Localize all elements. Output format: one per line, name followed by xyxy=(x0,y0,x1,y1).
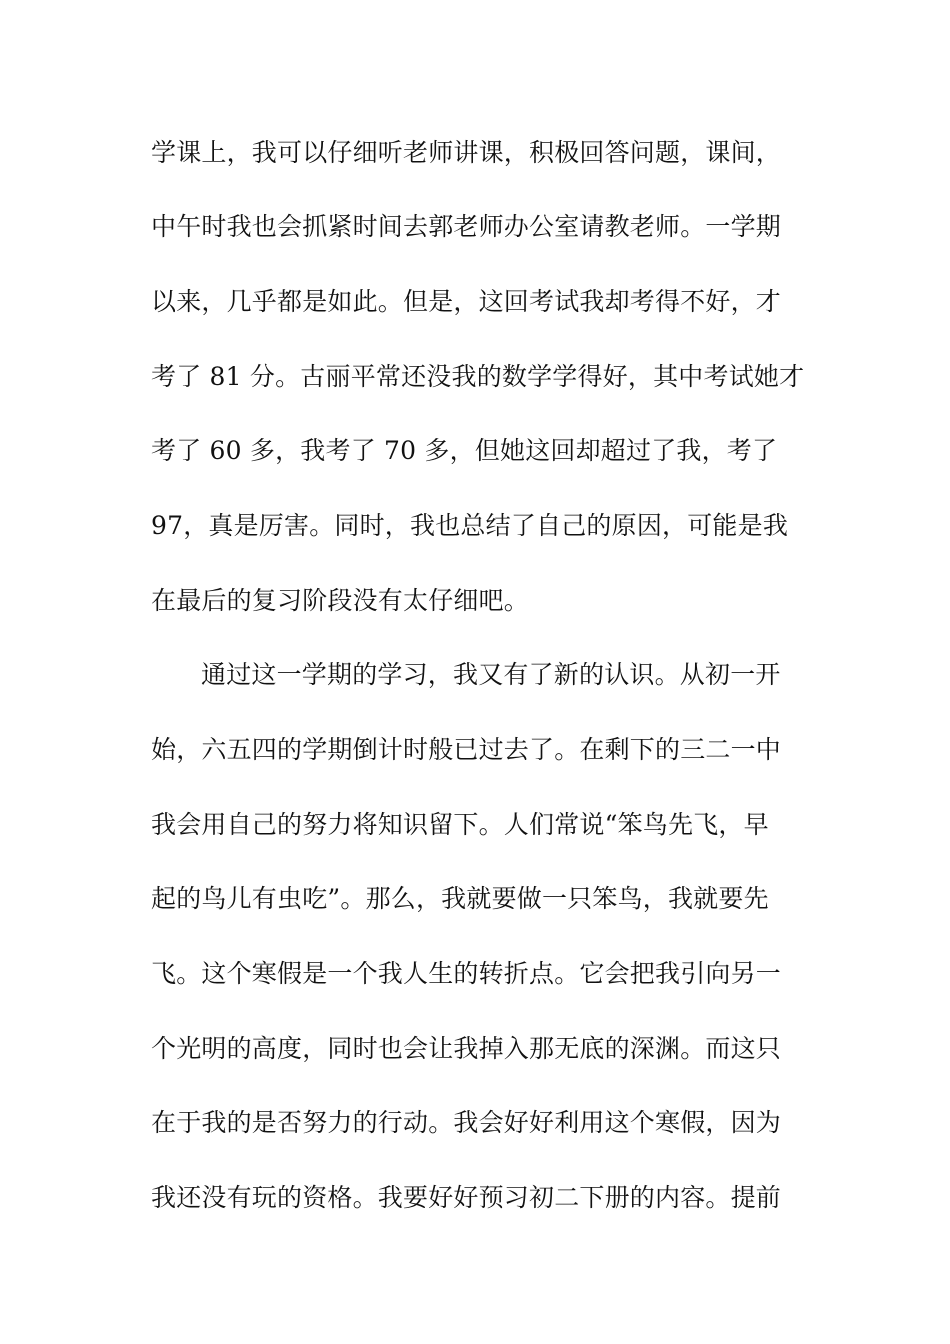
text-line: 飞。这个寒假是一个我人生的转折点。它会把我引向另一 xyxy=(151,959,782,988)
text-line: 个光明的高度，同时也会让我掉入那无底的深渊。而这只 xyxy=(151,1034,782,1063)
text-line: 在最后的复习阶段没有太仔细吧。 xyxy=(151,586,530,615)
text-line: 以来，几乎都是如此。但是，这回考试我却考得不好，才 xyxy=(151,287,782,316)
text-line: 我会用自己的努力将知识留下。人们常说“笨鸟先飞，早 xyxy=(151,810,769,839)
paragraph-first-line: 通过这一学期的学习，我又有了新的认识。从初一开 xyxy=(201,660,781,689)
text-line: 起的鸟儿有虫吃”。那么，我就要做一只笨鸟，我就要先 xyxy=(151,884,769,913)
text-line: 考了 60 多，我考了 70 多，但她这回却超过了我，考了 xyxy=(151,436,778,465)
text-line: 考了 81 分。古丽平常还没我的数学学得好，其中考试她才 xyxy=(151,362,805,391)
text-line: 始，六五四的学期倒计时般已过去了。在剩下的三二一中 xyxy=(151,735,782,764)
text-line: 在于我的是否努力的行动。我会好好利用这个寒假，因为 xyxy=(151,1108,782,1137)
text-line: 我还没有玩的资格。我要好好预习初二下册的内容。提前 xyxy=(151,1183,782,1212)
text-line: 中午时我也会抓紧时间去郭老师办公室请教老师。一学期 xyxy=(151,212,782,241)
text-line: 学课上，我可以仔细听老师讲课，积极回答问题，课间， xyxy=(151,138,782,167)
text-line: 97，真是厉害。同时，我也总结了自己的原因，可能是我 xyxy=(151,511,789,540)
